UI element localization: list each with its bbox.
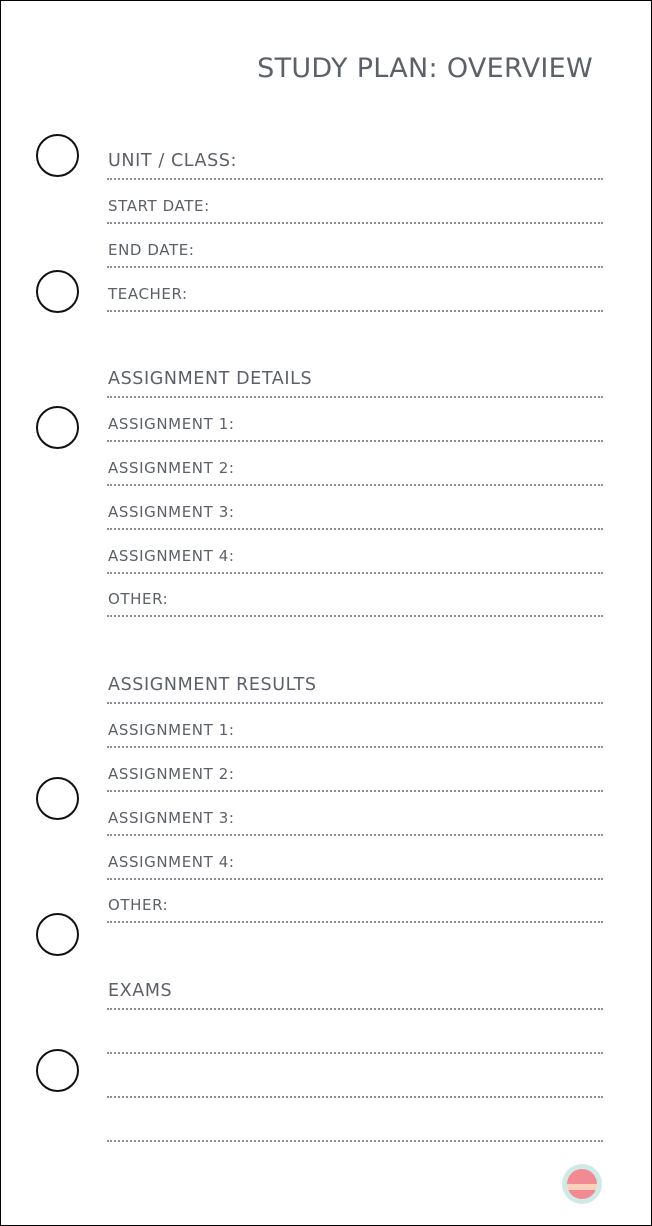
brand-logo-icon <box>562 1164 602 1204</box>
details-assignment-3-field[interactable] <box>107 486 603 530</box>
details-assignment-1-label: ASSIGNMENT 1: <box>108 415 235 433</box>
results-assignment-4-field[interactable] <box>107 836 603 880</box>
end-date-field[interactable] <box>107 224 603 268</box>
binder-hole-icon <box>36 134 79 177</box>
results-assignment-2-label: ASSIGNMENT 2: <box>108 765 235 783</box>
results-assignment-2-field[interactable] <box>107 748 603 792</box>
results-other-field[interactable] <box>107 879 603 923</box>
binder-hole-icon <box>36 913 79 956</box>
exams-heading: EXAMS <box>108 981 173 1001</box>
page-title: STUDY PLAN: OVERVIEW <box>257 53 593 84</box>
exams-line-2[interactable] <box>107 1054 603 1098</box>
teacher-label: TEACHER: <box>108 285 188 303</box>
details-other-field[interactable] <box>107 573 603 617</box>
results-other-label: OTHER: <box>108 896 169 914</box>
details-assignment-3-label: ASSIGNMENT 3: <box>108 503 235 521</box>
end-date-label: END DATE: <box>108 241 195 259</box>
binder-hole-icon <box>36 1049 79 1092</box>
results-assignment-4-label: ASSIGNMENT 4: <box>108 853 235 871</box>
results-assignment-1-label: ASSIGNMENT 1: <box>108 721 235 739</box>
details-assignment-4-label: ASSIGNMENT 4: <box>108 547 235 565</box>
brand-logo-band <box>567 1184 597 1190</box>
details-other-label: OTHER: <box>108 590 169 608</box>
details-assignment-2-field[interactable] <box>107 442 603 486</box>
exams-line-3[interactable] <box>107 1098 603 1142</box>
exams-heading-row <box>107 966 603 1010</box>
details-assignment-4-field[interactable] <box>107 530 603 574</box>
details-assignment-2-label: ASSIGNMENT 2: <box>108 459 235 477</box>
binder-hole-icon <box>36 270 79 313</box>
start-date-label: START DATE: <box>108 197 210 215</box>
results-assignment-3-field[interactable] <box>107 792 603 836</box>
start-date-field[interactable] <box>107 180 603 224</box>
assignment-details-heading: ASSIGNMENT DETAILS <box>108 369 313 389</box>
results-assignment-1-field[interactable] <box>107 704 603 748</box>
unit-class-field[interactable] <box>107 136 603 180</box>
results-assignment-3-label: ASSIGNMENT 3: <box>108 809 235 827</box>
assignment-details-heading-row <box>107 354 603 398</box>
details-assignment-1-field[interactable] <box>107 398 603 442</box>
assignment-results-heading: ASSIGNMENT RESULTS <box>108 675 317 695</box>
binder-hole-icon <box>36 406 79 449</box>
teacher-field[interactable] <box>107 268 603 312</box>
exams-line-1[interactable] <box>107 1010 603 1054</box>
binder-hole-icon <box>36 777 79 820</box>
assignment-results-heading-row <box>107 660 603 704</box>
unit-class-label: UNIT / CLASS: <box>108 151 238 171</box>
